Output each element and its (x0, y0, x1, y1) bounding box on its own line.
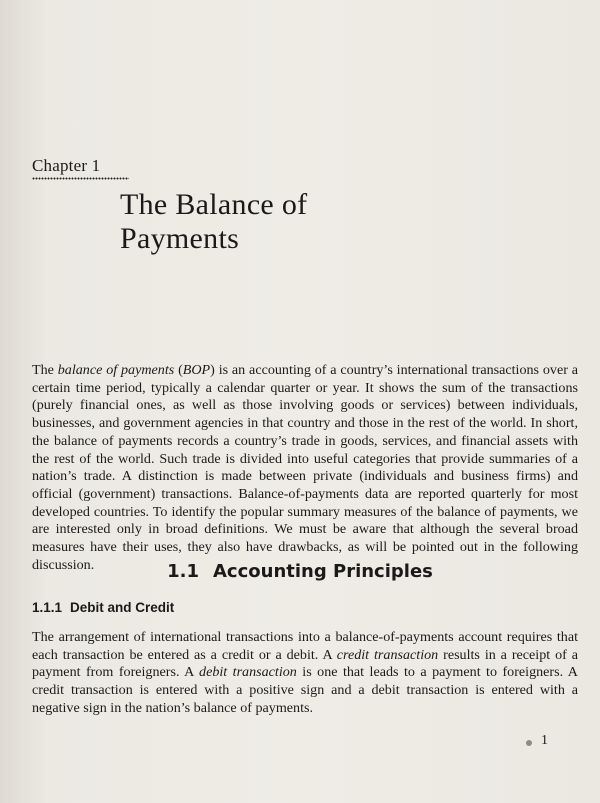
term-balance-of-payments: balance of payments (57, 362, 175, 378)
subsection-number: 1.1.1 (32, 600, 63, 615)
intro-paragraph: The balance of payments (BOP) is an accounting of a country’s international transactions over a certain time period, typically a calendar quarter or year. It shows the sum of the transactions (purely financial ones, as well as those involving goods or services) between individuals, businesses, and government agencies in that country and those in the rest of the world. In short, the balance of payments records a country’s trade in goods, services, and financial assets with the rest of the world. Such trade is divided into useful categories that provide summaries of a nation’s trade. A distinction is made between private (individuals and business firms) and official (government) transactions. Balance-of-payments data are reported quarterly for most developed countries. To identify the popular summary measures of the balance of payments, we are interested only in broad definitions. We must be aware that although the several broad measures have their uses, they also have drawbacks, as will be pointed out in the following discussion. (32, 362, 579, 573)
term-debit-transaction: debit transaction (199, 664, 297, 681)
section-heading (0, 561, 600, 582)
chapter-label-underline (32, 177, 129, 180)
section-number: 1.1 (167, 561, 199, 582)
chapter-title: The Balance of Payments (120, 188, 308, 255)
chapter-label: Chapter 1 (32, 156, 101, 175)
debit-credit-paragraph: The arrangement of international transactions into a balance-of-payments account requires that each transaction be entered as a credit or a debit. A credit transaction results in a receipt of a payment from foreigners. A debit transaction is one that leads to a payment to foreigners. A credit transaction is entered with a positive sign and a debit transaction is entered with a negative sign in the nation’s balance of payments. (32, 629, 578, 716)
section-title: Accounting Principles (213, 561, 433, 582)
page-number: 1 (541, 733, 548, 748)
term-credit-transaction: credit transaction (336, 646, 439, 663)
subsection-title: Debit and Credit (70, 600, 175, 615)
subsection-heading (32, 600, 174, 615)
term-bop: BOP (182, 362, 211, 378)
page-number-ornament (526, 740, 532, 746)
